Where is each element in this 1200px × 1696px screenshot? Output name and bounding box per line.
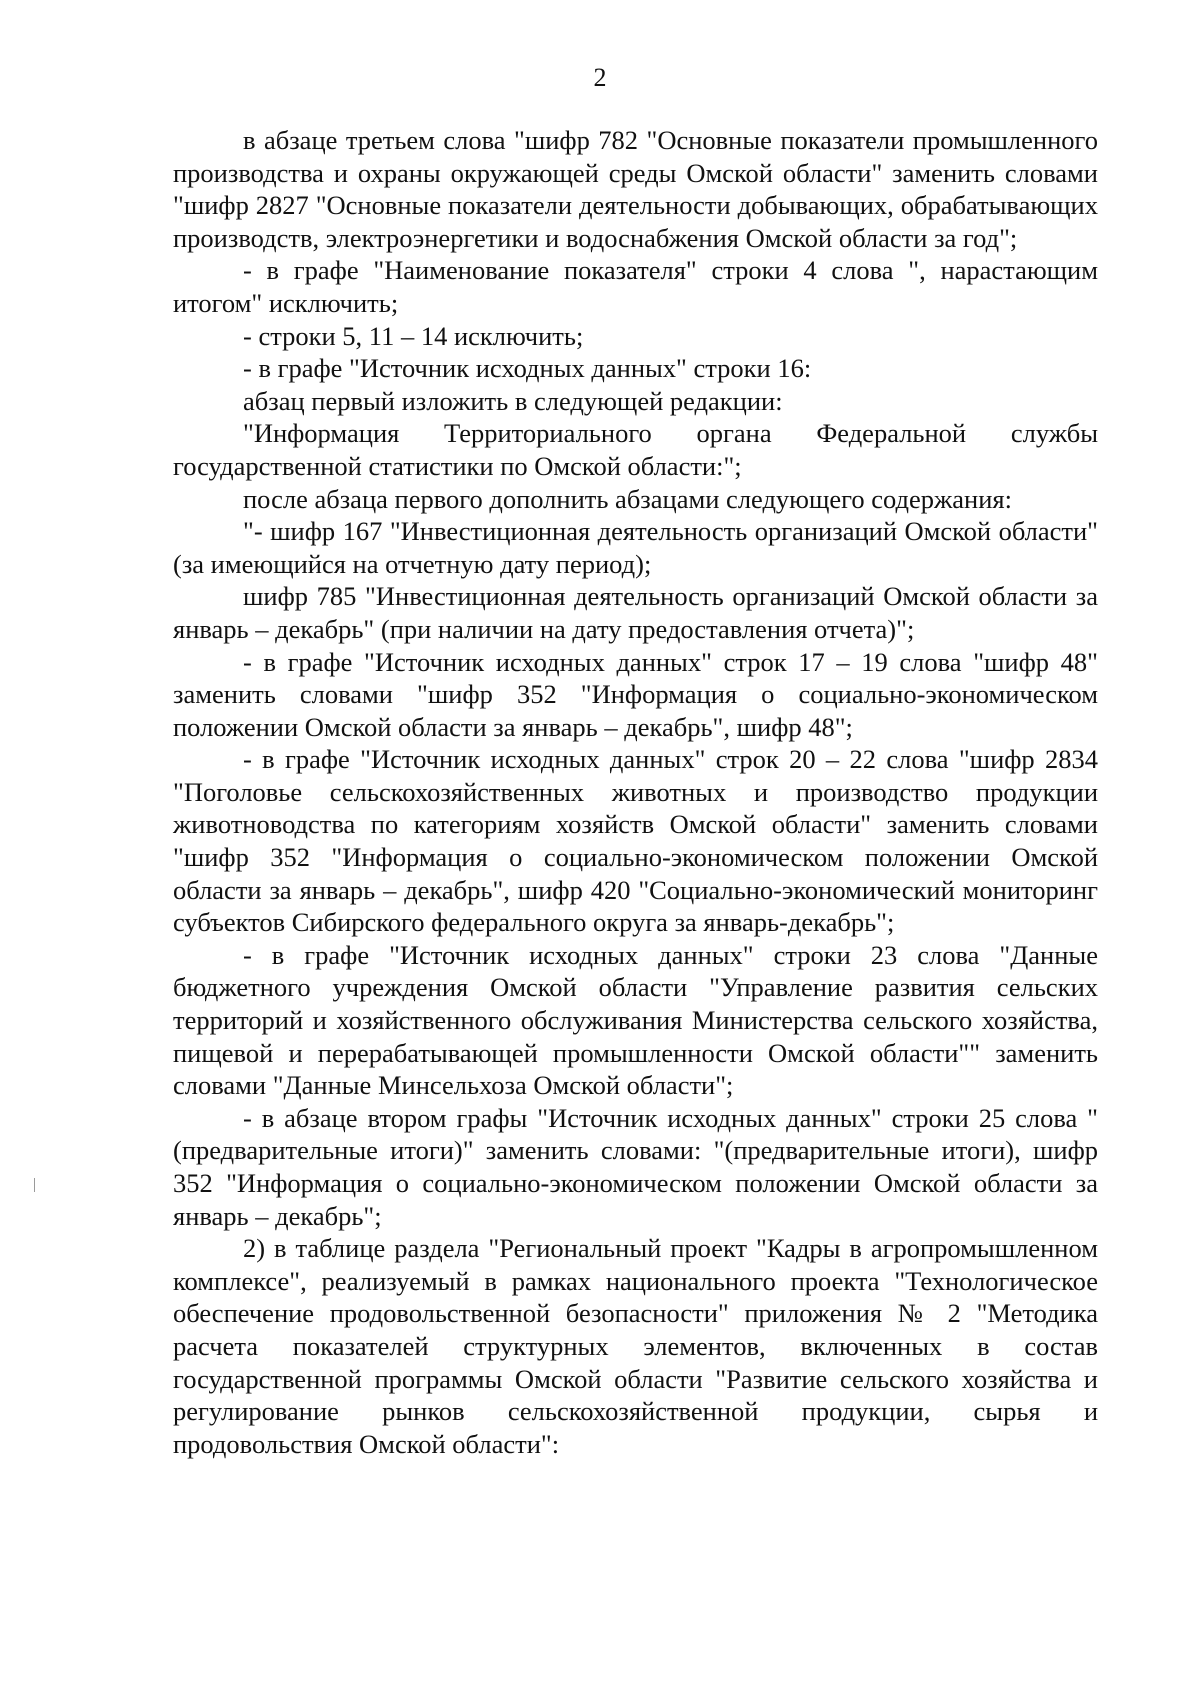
paragraph: 2) в таблице раздела "Региональный проект "Кадры в агропромышленном комплексе", реализуемый в рамках национального проекта "Технологическое обеспечение продовольственной безопасности" приложения № 2 "Методика расчета показателей структурных элементов, включенных в состав государственной программы Омской области "Развитие сельского хозяйства и регулирование рынков сельскохозяйственной продукции, сырья и продовольствия Омской области": bbox=[173, 1233, 1098, 1459]
paragraph: - в графе "Источник исходных данных" строки 23 слова "Данные бюджетного учреждения Омской области "Управление развития сельских территорий и хозяйственного обслуживания Министерства сельского хозяйства, пищевой и перерабатывающей промышленности Омской области"" заменить словами "Данные Минсельхоза Омской области"; bbox=[173, 939, 1098, 1101]
paragraph: абзац первый изложить в следующей редакции: bbox=[243, 385, 783, 416]
paragraph: - в графе "Наименование показателя" строки 4 слова ", нарастающим итогом" исключить; bbox=[173, 255, 1098, 318]
document-body bbox=[173, 124, 1098, 1460]
paragraph: - в графе "Источник исходных данных" строк 20 – 22 слова "шифр 2834 "Поголовье сельскохозяйственных животных и производство продукции животноводства по категориям хозяйств Омской области" заменить словами "шифр 352 "Информация о социально-экономическом положении Омской области за январь – декабрь", шифр 420 "Социально-экономический мониторинг субъектов Сибирского федерального округа за январь-декабрь"; bbox=[173, 744, 1098, 938]
paragraph: - в абзаце втором графы "Источник исходных данных" строки 25 слова "(предварительные итоги)" заменить словами: "(предварительные итоги), шифр 352 "Информация о социально-экономическом положении Омской области за январь – декабрь"; bbox=[173, 1102, 1098, 1231]
page-number: 2 bbox=[593, 63, 607, 92]
paragraph: - в графе "Источник исходных данных" строк 17 – 19 слова "шифр 48" заменить словами "шифр 352 "Информация о социально-экономическом положении Омской области за январь – декабрь", шифр 48"; bbox=[173, 646, 1098, 742]
paragraph: "Информация Территориального органа Федеральной службы государственной статистики по Омской области:"; bbox=[173, 418, 1098, 481]
paragraph: после абзаца первого дополнить абзацами следующего содержания: bbox=[243, 483, 1012, 514]
paragraph: - в графе "Источник исходных данных" строки 16: bbox=[243, 353, 812, 384]
paragraph: - строки 5, 11 – 14 исключить; bbox=[243, 320, 584, 351]
paragraph: "- шифр 167 "Инвестиционная деятельность организаций Омской области" (за имеющийся на отчетную дату период); bbox=[173, 516, 1098, 579]
paragraph: в абзаце третьем слова "шифр 782 "Основные показатели промышленного производства и охраны окружающей среды Омской области" заменить словами "шифр 2827 "Основные показатели деятельности добывающих, обрабатывающих производств, электроэнергетики и водоснабжения Омской области за год"; bbox=[173, 125, 1098, 253]
scan-margin-mark bbox=[34, 1178, 35, 1192]
paragraph: шифр 785 "Инвестиционная деятельность организаций Омской области за январь – декабрь" (при наличии на дату предоставления отчета)"; bbox=[173, 581, 1098, 644]
